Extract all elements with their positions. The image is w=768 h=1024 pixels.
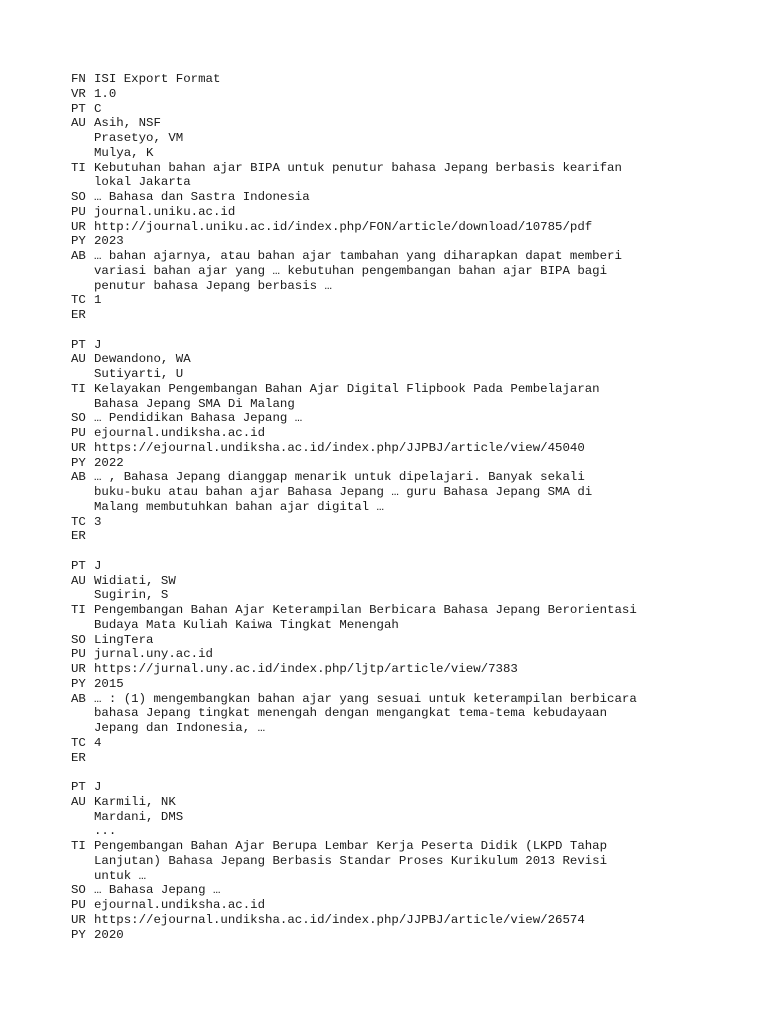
field-value: … Bahasa Jepang … [94,883,221,898]
field-tag: PU [71,898,86,912]
field-tag: AB [71,249,86,263]
field-ti-line [71,175,751,190]
field-tag: AU [71,352,86,367]
field-tag: PU [71,204,86,219]
field-tag: AU [71,794,86,809]
field-tag: ER [71,529,86,544]
field-py-line [71,234,751,249]
field-ab-line [71,500,751,515]
field-ti-line [71,382,751,397]
field-tag: UR [71,219,86,234]
citation-record [71,780,751,942]
field-tag: AU [71,573,86,588]
field-so-line [71,190,751,205]
field-value: Widiati, SW [94,573,176,588]
field-value: Bahasa Jepang SMA Di Malang [94,396,295,411]
field-tag: UR [71,440,86,455]
field-value: Karmili, NK [94,794,176,809]
citation-record [71,102,751,323]
field-au-line [71,810,751,825]
field-au-line [71,588,751,603]
field-value: variasi bahan ajar yang … kebutuhan pengembangan bahan ajar BIPA bagi [94,263,608,278]
field-tag: AU [71,116,86,131]
field-value: Jepang dan Indonesia, … [94,721,266,735]
field-pt-line [71,338,751,353]
field-au-line [71,574,751,589]
field-value: 2015 [94,676,124,691]
field-pu-line [71,898,751,913]
field-ti-line [71,161,751,176]
field-value: Lanjutan) Bahasa Jepang Berbasis Standar Proses Kurikulum 2013 Revisi [94,853,608,868]
field-value: bahasa Jepang tingkat menengah dengan mengangkat tema-tema kebudayaan [94,706,608,721]
field-py-line [71,677,751,692]
field-tag: TC [71,293,86,308]
field-ab-line [71,470,751,485]
field-ti-line [71,854,751,869]
field-value: C [94,101,102,116]
field-au-line [71,146,751,161]
field-tag: SO [71,883,86,898]
field-value: … : (1) mengembangkan bahan ajar yang sesuai untuk keterampilan berbicara [94,691,637,706]
field-value: 2023 [94,234,124,249]
field-ur-line [71,913,751,928]
field-value: 3 [94,514,102,529]
field-au-line [71,116,751,131]
field-tag: PT [71,780,86,794]
citation-record [71,338,751,545]
field-ab-line [71,721,751,736]
field-er-line [71,529,751,544]
field-value: 1.0 [94,86,117,101]
field-value: journal.uniku.ac.id [94,204,236,219]
field-ab-line [71,706,751,721]
field-value: 2020 [94,927,124,942]
field-tag: ER [71,750,86,765]
field-fn-line [71,72,751,87]
field-au-line [71,352,751,367]
field-so-line [71,633,751,648]
field-tag: TC [71,514,86,529]
field-value: J [94,558,102,573]
field-tag: TI [71,603,86,617]
field-tag: PY [71,927,86,942]
field-value: 2022 [94,455,124,470]
field-tag: FN [71,72,86,86]
field-value: … , Bahasa Jepang dianggap menarik untuk dipelajari. Banyak sekali [94,470,585,485]
field-ur-line [71,220,751,235]
field-tag: UR [71,912,86,927]
field-tag: TI [71,839,86,853]
field-value: untuk … [94,868,147,883]
field-value: lokal Jakarta [94,175,191,190]
field-value: penutur bahasa Jepang berbasis … [94,278,332,293]
field-tag: SO [71,632,86,647]
field-tag: TC [71,735,86,750]
field-value: J [94,780,102,794]
field-value: ISI Export Format [94,72,221,86]
field-tag: SO [71,190,86,204]
isi-export-document [71,72,751,942]
field-value: J [94,337,102,352]
field-value: … Bahasa dan Sastra Indonesia [94,190,310,204]
field-value: Prasetyo, VM [94,131,184,145]
record-separator [71,323,751,338]
field-tag: PY [71,455,86,470]
field-pu-line [71,647,751,662]
field-tag: UR [71,662,86,676]
field-tag: VR [71,86,86,101]
field-ab-line [71,249,751,264]
record-separator [71,765,751,780]
field-value: ... [94,824,117,839]
field-tag: PY [71,676,86,691]
field-so-line [71,411,751,426]
field-tag: TI [71,160,86,175]
field-value: https://ejournal.undiksha.ac.id/index.php/JJPBJ/article/view/26574 [94,912,585,927]
field-value: LingTera [94,632,154,647]
field-pt-line [71,102,751,117]
field-tag: AB [71,691,86,706]
field-tag: PT [71,337,86,352]
field-py-line [71,456,751,471]
field-value: Kebutuhan bahan ajar BIPA untuk penutur bahasa Jepang berbasis kearifan [94,160,622,175]
field-ti-line [71,869,751,884]
field-tag: ER [71,308,86,322]
export-header [71,72,751,102]
field-so-line [71,883,751,898]
field-value: Mardani, DMS [94,809,184,824]
field-au-line [71,795,751,810]
field-tag: PY [71,234,86,249]
field-value: https://jurnal.uny.ac.id/index.php/ljtp/article/view/7383 [94,662,518,676]
field-value: Sutiyarti, U [94,367,184,381]
field-value: Kelayakan Pengembangan Bahan Ajar Digital Flipbook Pada Pembelajaran [94,381,600,396]
field-pt-line [71,559,751,574]
field-ab-line [71,279,751,294]
field-value: Dewandono, WA [94,352,191,367]
field-value: Pengembangan Bahan Ajar Berupa Lembar Kerja Peserta Didik (LKPD Tahap [94,839,608,853]
field-value: Pengembangan Bahan Ajar Keterampilan Berbicara Bahasa Jepang Berorientasi [94,603,637,617]
field-au-line [71,367,751,382]
field-tag: PT [71,101,86,116]
field-tag: PU [71,426,86,440]
field-ti-line [71,618,751,633]
field-tag: PT [71,558,86,573]
field-ur-line [71,662,751,677]
field-pt-line [71,780,751,795]
field-ur-line [71,441,751,456]
field-ab-line [71,692,751,707]
field-ab-line [71,485,751,500]
citation-record [71,559,751,766]
field-er-line [71,751,751,766]
field-vr-line [71,87,751,102]
record-separator [71,544,751,559]
field-value: http://journal.uniku.ac.id/index.php/FON/article/download/10785/pdf [94,219,593,234]
field-tc-line [71,293,751,308]
field-ab-line [71,264,751,279]
field-value: 1 [94,293,102,308]
field-tc-line [71,515,751,530]
field-au-line [71,824,751,839]
field-tc-line [71,736,751,751]
field-value: https://ejournal.undiksha.ac.id/index.php/JJPBJ/article/view/45040 [94,440,585,455]
field-value: 4 [94,735,102,750]
field-value: jurnal.uny.ac.id [94,647,213,662]
field-pu-line [71,205,751,220]
field-au-line [71,131,751,146]
field-value: Sugirin, S [94,588,169,603]
field-value: ejournal.undiksha.ac.id [94,426,266,440]
field-value: … bahan ajarnya, atau bahan ajar tambahan yang diharapkan dapat memberi [94,249,622,263]
field-value: buku-buku atau bahan ajar Bahasa Jepang … guru Bahasa Jepang SMA di [94,485,593,499]
field-tag: TI [71,381,86,396]
field-tag: AB [71,470,86,485]
field-py-line [71,928,751,943]
field-value: … Pendidikan Bahasa Jepang … [94,411,303,426]
field-ti-line [71,397,751,412]
field-tag: PU [71,647,86,662]
field-pu-line [71,426,751,441]
field-ti-line [71,603,751,618]
field-ti-line [71,839,751,854]
field-value: Budaya Mata Kuliah Kaiwa Tingkat Menengah [94,617,399,632]
field-er-line [71,308,751,323]
field-tag: SO [71,411,86,426]
field-value: Mulya, K [94,145,154,160]
field-value: Asih, NSF [94,116,161,131]
field-value: Malang membutuhkan bahan ajar digital … [94,499,384,514]
field-value: ejournal.undiksha.ac.id [94,898,266,912]
